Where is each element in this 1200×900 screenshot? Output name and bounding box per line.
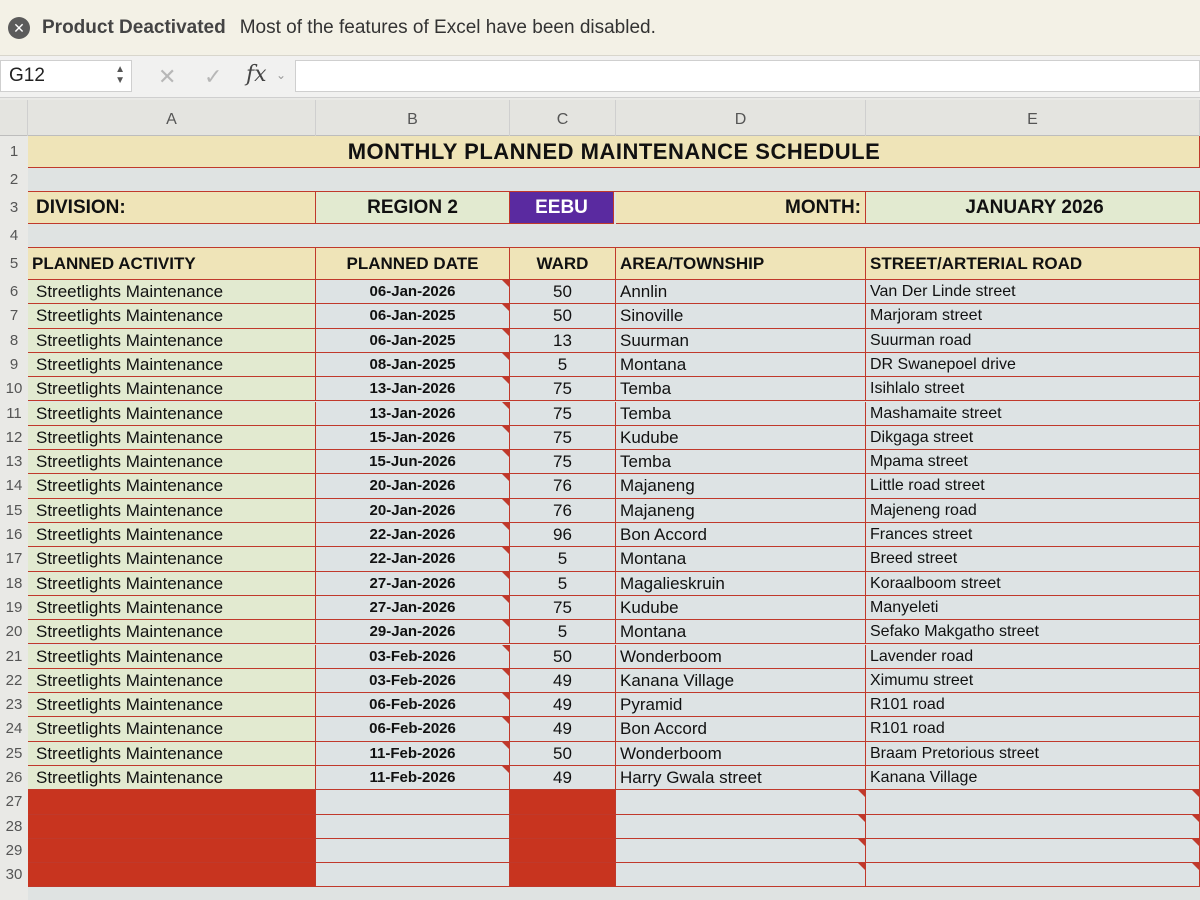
ward-cell[interactable]: 50 [510, 645, 616, 669]
street-cell[interactable]: Frances street [866, 523, 1200, 547]
row-header[interactable]: 1 [9, 143, 19, 160]
notification-message: Most of the features of Excel have been disabled. [239, 16, 656, 38]
row-header[interactable]: 22 [5, 671, 23, 689]
month-label[interactable]: MONTH: [616, 192, 866, 224]
street-cell[interactable]: Manyeleti [866, 596, 1200, 620]
comment-indicator-icon [858, 815, 865, 822]
table-row [28, 863, 1200, 887]
ward-cell[interactable]: 75 [510, 596, 616, 620]
date-cell[interactable] [316, 839, 510, 863]
table-row [28, 329, 1200, 353]
date-cell[interactable] [316, 863, 510, 887]
area-cell[interactable]: Sinoville [616, 304, 866, 328]
row-header[interactable]: 4 [9, 227, 19, 244]
activity-cell[interactable]: Streetlights Maintenance [28, 280, 316, 304]
name-box-stepper-icon[interactable]: ▲ ▼ [115, 64, 125, 86]
area-cell[interactable]: Montana [616, 547, 866, 571]
date-cell[interactable]: 06-Jan-2025 [316, 329, 510, 353]
street-cell[interactable]: Breed street [866, 547, 1200, 571]
activity-cell[interactable]: Streetlights Maintenance [28, 353, 316, 377]
row-header[interactable]: 5 [9, 255, 19, 272]
street-cell[interactable]: Sefako Makgatho street [866, 620, 1200, 644]
comment-indicator-icon [502, 353, 509, 360]
activity-cell[interactable]: Streetlights Maintenance [28, 742, 316, 766]
ward-cell[interactable]: 75 [510, 426, 616, 450]
area-cell[interactable]: Bon Accord [616, 717, 866, 741]
table-row [28, 523, 1200, 547]
street-cell[interactable]: Kanana Village [866, 766, 1200, 790]
table-row [28, 474, 1200, 498]
street-cell[interactable]: Marjoram street [866, 304, 1200, 328]
date-cell[interactable]: 13-Jan-2026 [316, 377, 510, 401]
street-cell[interactable]: Isihlalo street [866, 377, 1200, 401]
column-header-c[interactable]: C [510, 100, 616, 136]
table-row [28, 547, 1200, 571]
comment-indicator-icon [502, 304, 509, 311]
date-cell[interactable]: 20-Jan-2026 [316, 474, 510, 498]
street-cell[interactable]: Mashamaite street [866, 402, 1200, 426]
column-header-b[interactable]: B [316, 100, 510, 136]
ward-cell[interactable]: 75 [510, 402, 616, 426]
area-cell[interactable]: Majaneng [616, 474, 866, 498]
area-cell[interactable]: Kudube [616, 596, 866, 620]
date-cell[interactable]: 22-Jan-2026 [316, 547, 510, 571]
table-row [28, 353, 1200, 377]
table-row [28, 450, 1200, 474]
table-row [28, 839, 1200, 863]
area-cell[interactable]: Kanana Village [616, 669, 866, 693]
activity-cell[interactable]: Streetlights Maintenance [28, 377, 316, 401]
comment-indicator-icon [502, 669, 509, 676]
street-cell[interactable]: Dikgaga street [866, 426, 1200, 450]
row-header[interactable]: 28 [5, 817, 23, 835]
comment-indicator-icon [502, 450, 509, 457]
activity-cell[interactable]: Streetlights Maintenance [28, 304, 316, 328]
activity-cell[interactable]: Streetlights Maintenance [28, 499, 316, 523]
area-cell[interactable] [616, 790, 866, 814]
column-header-a[interactable]: A [28, 100, 316, 136]
comment-indicator-icon [502, 377, 509, 384]
table-row [28, 669, 1200, 693]
row-header[interactable]: 13 [5, 453, 23, 471]
date-cell[interactable]: 20-Jan-2026 [316, 499, 510, 523]
activity-cell[interactable]: Streetlights Maintenance [28, 620, 316, 644]
area-cell[interactable]: Kudube [616, 426, 866, 450]
comment-indicator-icon [1192, 863, 1199, 870]
header-ward[interactable]: WARD [510, 248, 616, 280]
area-cell[interactable] [616, 863, 866, 887]
date-cell[interactable]: 06-Jan-2026 [316, 280, 510, 304]
division-label[interactable]: DIVISION: [28, 192, 316, 224]
area-cell[interactable]: Annlin [616, 280, 866, 304]
date-cell[interactable] [316, 790, 510, 814]
row-header[interactable]: 23 [5, 696, 23, 714]
activity-cell[interactable]: Streetlights Maintenance [28, 402, 316, 426]
ward-cell[interactable]: 13 [510, 329, 616, 353]
row-header[interactable]: 11 [6, 404, 22, 422]
area-cell[interactable]: Magalieskruin [616, 572, 866, 596]
sheet-title: MONTHLY PLANNED MAINTENANCE SCHEDULE [347, 139, 881, 164]
street-cell[interactable]: Ximumu street [866, 669, 1200, 693]
table-row [28, 766, 1200, 790]
ward-cell[interactable]: 50 [510, 742, 616, 766]
street-cell[interactable] [866, 790, 1200, 814]
activity-cell[interactable]: Streetlights Maintenance [28, 596, 316, 620]
area-cell[interactable]: Temba [616, 450, 866, 474]
area-cell[interactable]: Wonderboom [616, 742, 866, 766]
activity-cell[interactable]: Streetlights Maintenance [28, 329, 316, 353]
table-row [28, 742, 1200, 766]
ward-cell[interactable]: 76 [510, 499, 616, 523]
comment-indicator-icon [502, 572, 509, 579]
ward-cell[interactable] [510, 863, 616, 887]
header-street-road[interactable]: STREET/ARTERIAL ROAD [866, 248, 1200, 280]
date-cell[interactable] [316, 815, 510, 839]
comment-indicator-icon [502, 402, 509, 409]
comment-indicator-icon [502, 547, 509, 554]
ward-cell[interactable]: 5 [510, 547, 616, 571]
street-cell[interactable]: R101 road [866, 717, 1200, 741]
street-cell[interactable]: Suurman road [866, 329, 1200, 353]
table-row [28, 790, 1200, 814]
date-cell[interactable]: 03-Feb-2026 [316, 645, 510, 669]
comment-indicator-icon [502, 474, 509, 481]
comment-indicator-icon [502, 693, 509, 700]
date-cell[interactable]: 11-Feb-2026 [316, 766, 510, 790]
ward-cell[interactable]: 49 [510, 717, 616, 741]
header-planned-date[interactable]: PLANNED DATE [316, 248, 510, 280]
date-cell[interactable]: 13-Jan-2026 [316, 402, 510, 426]
row-header[interactable]: 24 [5, 720, 23, 738]
x-icon[interactable]: ✕ [158, 64, 177, 89]
comment-indicator-icon [502, 717, 509, 724]
date-cell[interactable]: 08-Jan-2025 [316, 353, 510, 377]
street-cell[interactable] [866, 839, 1200, 863]
comment-indicator-icon [502, 280, 509, 287]
table-row [28, 377, 1200, 401]
row-header[interactable]: 27 [5, 793, 23, 811]
street-cell[interactable] [866, 815, 1200, 839]
table-header-row [28, 248, 1200, 280]
formula-bar [0, 56, 1200, 98]
header-planned-activity[interactable]: PLANNED ACTIVITY [28, 248, 316, 280]
name-box[interactable] [0, 60, 132, 92]
function-icon[interactable]: fx [246, 62, 267, 87]
unit-cell[interactable]: EEBU [510, 192, 614, 224]
column-header-d[interactable]: D [616, 100, 866, 136]
ward-cell[interactable]: 75 [510, 377, 616, 401]
date-cell[interactable]: 29-Jan-2026 [316, 620, 510, 644]
date-cell[interactable]: 11-Feb-2026 [316, 742, 510, 766]
activity-cell[interactable]: Streetlights Maintenance [28, 474, 316, 498]
row-header[interactable]: 16 [5, 526, 23, 543]
worksheet-grid[interactable] [28, 136, 1200, 900]
date-cell[interactable]: 27-Jan-2026 [316, 596, 510, 620]
table-row [28, 596, 1200, 620]
ward-cell[interactable]: 76 [510, 474, 616, 498]
product-deactivated-bar [0, 0, 1200, 56]
ward-cell[interactable] [510, 839, 616, 863]
activity-cell[interactable]: Streetlights Maintenance [28, 523, 316, 547]
table-row [28, 645, 1200, 669]
activity-cell[interactable] [28, 815, 316, 839]
activity-cell[interactable]: Streetlights Maintenance [28, 766, 316, 790]
table-row [28, 815, 1200, 839]
row-header[interactable]: 15 [5, 501, 23, 519]
area-cell[interactable]: Montana [616, 353, 866, 377]
comment-indicator-icon [858, 863, 865, 870]
street-cell[interactable]: Majeneng road [866, 499, 1200, 523]
ward-cell[interactable]: 75 [510, 450, 616, 474]
row-header[interactable]: 7 [9, 307, 19, 325]
activity-cell[interactable]: Streetlights Maintenance [28, 450, 316, 474]
area-cell[interactable]: Harry Gwala street [616, 766, 866, 790]
title-row [28, 136, 1200, 168]
table-row [28, 402, 1200, 426]
ward-cell[interactable]: 50 [510, 280, 616, 304]
month-cell[interactable]: JANUARY 2026 [866, 192, 1200, 224]
comment-indicator-icon [1192, 815, 1199, 822]
date-cell[interactable]: 15-Jun-2026 [316, 450, 510, 474]
row-header[interactable]: 20 [5, 623, 23, 641]
ward-cell[interactable]: 5 [510, 620, 616, 644]
comment-indicator-icon [502, 620, 509, 627]
comment-indicator-icon [858, 839, 865, 846]
date-cell[interactable]: 22-Jan-2026 [316, 523, 510, 547]
ward-cell[interactable]: 96 [510, 523, 616, 547]
select-all-corner[interactable] [0, 100, 28, 136]
table-row [28, 499, 1200, 523]
activity-cell[interactable]: Streetlights Maintenance [28, 645, 316, 669]
comment-indicator-icon [502, 766, 509, 773]
row-header[interactable]: 25 [5, 744, 23, 762]
date-cell[interactable]: 27-Jan-2026 [316, 572, 510, 596]
row-header[interactable]: 14 [5, 477, 23, 495]
column-header-e[interactable]: E [866, 100, 1200, 136]
area-cell[interactable] [616, 839, 866, 863]
activity-cell[interactable] [28, 863, 316, 887]
ward-cell[interactable]: 49 [510, 693, 616, 717]
table-row [28, 280, 1200, 304]
activity-cell[interactable]: Streetlights Maintenance [28, 717, 316, 741]
comment-indicator-icon [502, 596, 509, 603]
street-cell[interactable]: R101 road [866, 693, 1200, 717]
row-header[interactable]: 10 [5, 380, 23, 398]
area-cell[interactable]: Majaneng [616, 499, 866, 523]
row-header[interactable]: 2 [9, 171, 19, 188]
row-header[interactable]: 21 [5, 647, 23, 665]
area-cell[interactable]: Wonderboom [616, 645, 866, 669]
comment-indicator-icon [1192, 839, 1199, 846]
comment-indicator-icon [502, 645, 509, 652]
activity-cell[interactable]: Streetlights Maintenance [28, 426, 316, 450]
header-area-township[interactable]: AREA/TOWNSHIP [616, 248, 866, 280]
date-cell[interactable]: 15-Jan-2026 [316, 426, 510, 450]
date-cell[interactable]: 06-Feb-2026 [316, 693, 510, 717]
table-row [28, 693, 1200, 717]
column-headers [0, 100, 1200, 136]
row-header[interactable]: 19 [5, 598, 23, 616]
street-cell[interactable]: Van Der Linde street [866, 280, 1200, 304]
comment-indicator-icon [502, 426, 509, 433]
ward-cell[interactable] [510, 790, 616, 814]
comment-indicator-icon [502, 523, 509, 530]
street-cell[interactable]: Little road street [866, 474, 1200, 498]
formula-input[interactable] [295, 60, 1200, 92]
activity-cell[interactable]: Streetlights Maintenance [28, 693, 316, 717]
chevron-down-icon[interactable]: ⌄ [276, 68, 287, 82]
date-cell[interactable]: 06-Jan-2025 [316, 304, 510, 328]
street-cell[interactable]: DR Swanepoel drive [866, 353, 1200, 377]
date-cell[interactable]: 03-Feb-2026 [316, 669, 510, 693]
division-row [28, 192, 1200, 224]
comment-indicator-icon [502, 329, 509, 336]
activity-cell[interactable] [28, 790, 316, 814]
street-cell[interactable]: Mpama street [866, 450, 1200, 474]
comment-indicator-icon [1192, 790, 1199, 797]
table-row [28, 717, 1200, 741]
row-header[interactable]: 29 [5, 841, 23, 859]
row-header[interactable]: 12 [5, 428, 23, 446]
row-header[interactable]: 26 [5, 769, 23, 786]
comment-indicator-icon [858, 790, 865, 797]
street-cell[interactable]: Koraalboom street [866, 572, 1200, 596]
ward-cell[interactable]: 5 [510, 572, 616, 596]
area-cell[interactable]: Pyramid [616, 693, 866, 717]
area-cell[interactable] [616, 815, 866, 839]
ward-cell[interactable] [510, 815, 616, 839]
area-cell[interactable]: Suurman [616, 329, 866, 353]
row-header[interactable]: 17 [5, 550, 23, 568]
close-circle-icon[interactable]: ✕ [8, 17, 30, 39]
table-row [28, 572, 1200, 596]
ward-cell[interactable]: 49 [510, 766, 616, 790]
table-row [28, 304, 1200, 328]
table-row [28, 426, 1200, 450]
check-icon[interactable]: ✓ [204, 64, 223, 89]
activity-cell[interactable]: Streetlights Maintenance [28, 572, 316, 596]
activity-cell[interactable]: Streetlights Maintenance [28, 669, 316, 693]
row-header[interactable]: 6 [9, 283, 19, 300]
comment-indicator-icon [502, 499, 509, 506]
ward-cell[interactable]: 49 [510, 669, 616, 693]
comment-indicator-icon [502, 742, 509, 749]
area-cell[interactable]: Temba [616, 402, 866, 426]
area-cell[interactable]: Temba [616, 377, 866, 401]
street-cell[interactable]: Lavender road [866, 645, 1200, 669]
area-cell[interactable]: Montana [616, 620, 866, 644]
blank-row[interactable] [28, 224, 1200, 248]
street-cell[interactable]: Braam Pretorious street [866, 742, 1200, 766]
ward-cell[interactable]: 5 [510, 353, 616, 377]
row-header[interactable]: 8 [9, 331, 19, 349]
name-box-value: G12 [9, 65, 45, 86]
activity-cell[interactable] [28, 839, 316, 863]
date-cell[interactable]: 06-Feb-2026 [316, 717, 510, 741]
area-cell[interactable]: Bon Accord [616, 523, 866, 547]
activity-cell[interactable]: Streetlights Maintenance [28, 547, 316, 571]
row-header[interactable]: 9 [9, 355, 19, 373]
row-header[interactable]: 18 [5, 574, 23, 592]
blank-row[interactable] [28, 168, 1200, 192]
table-row [28, 620, 1200, 644]
row-header[interactable]: 30 [5, 866, 23, 884]
street-cell[interactable] [866, 863, 1200, 887]
region-cell[interactable]: REGION 2 [316, 192, 510, 224]
row-header[interactable]: 3 [9, 199, 19, 216]
ward-cell[interactable]: 50 [510, 304, 616, 328]
notification-title: Product Deactivated [42, 16, 226, 38]
